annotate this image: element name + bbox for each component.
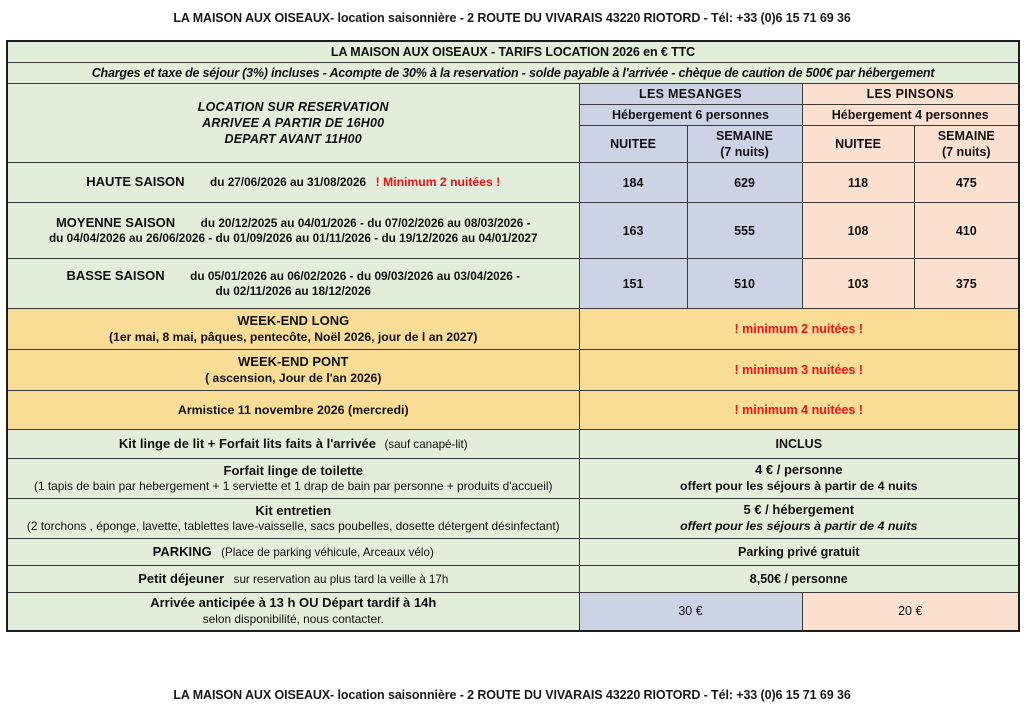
service-value-cell-kit-entretien bbox=[579, 499, 1019, 539]
service-cell-parking bbox=[7, 539, 579, 566]
page-header-contact: LA MAISON AUX OISEAUX- location saisonnière - 2 ROUTE DU VIVARAIS 43220 RIOTORD - Tél: +33 (0)6 15 71 69 36 bbox=[173, 11, 851, 25]
season-cell-haute bbox=[7, 163, 579, 203]
service-cell-petit-dejeuner bbox=[7, 566, 579, 593]
table-row bbox=[7, 309, 1019, 350]
weekend-cell-pont bbox=[7, 350, 579, 391]
service-note-parking: (Place de parking véhicule, Arceaux vélo) bbox=[221, 545, 434, 559]
service-title-linge-toilette: Forfait linge de toilette bbox=[223, 462, 363, 478]
supplement-detail: selon disponibilité, nous contacter. bbox=[202, 611, 384, 626]
col-header-mesanges-semaine bbox=[687, 126, 802, 163]
weekend-detail-armistice: Armistice 11 novembre 2026 (mercredi) bbox=[177, 402, 409, 417]
table-subtitle-row bbox=[7, 63, 1019, 84]
weekend-requirement-pont: ! minimum 3 nuitées ! bbox=[579, 350, 1019, 391]
service-value-linge-toilette: 4 € / personne bbox=[755, 462, 843, 478]
table-row bbox=[7, 499, 1019, 539]
price-basse-mesanges-nuitee: 151 bbox=[579, 259, 687, 309]
col-header-pinsons-nuitee: NUITEE bbox=[802, 126, 914, 163]
season-label-moyenne: MOYENNE SAISON bbox=[55, 214, 176, 230]
table-title: LA MAISON AUX OISEAUX - TARIFS LOCATION 2026 en € TTC bbox=[7, 41, 1019, 63]
weekend-detail-long: (1er mai, 8 mai, pâques, pentecôte, Noël 2026, jour de l an 2027) bbox=[109, 329, 478, 344]
table-row bbox=[7, 593, 1019, 631]
season-label-haute: HAUTE SAISON bbox=[86, 174, 185, 190]
lodging-capacity-mesanges: Hébergement 6 personnes bbox=[579, 105, 802, 126]
service-value-parking: Parking privé gratuit bbox=[579, 539, 1019, 566]
table-row bbox=[7, 566, 1019, 593]
lodging-name-mesanges: LES MESANGES bbox=[579, 84, 802, 105]
price-moyenne-pinsons-nuitee: 108 bbox=[802, 203, 914, 259]
reservation-info-cell bbox=[7, 84, 579, 163]
price-haute-mesanges-nuitee: 184 bbox=[579, 163, 687, 203]
col-header-pinsons-semaine-label: SEMAINE bbox=[937, 129, 995, 143]
lodging-name-pinsons: LES PINSONS bbox=[802, 84, 1019, 105]
weekend-cell-long bbox=[7, 309, 579, 350]
supplement-title: Arrivée anticipée à 13 h OU Départ tardif à 14h bbox=[150, 595, 437, 611]
service-value-cell-linge-toilette bbox=[579, 459, 1019, 499]
season-cell-basse bbox=[7, 259, 579, 309]
reservation-info-line2: ARRIVEE A PARTIR DE 16H00 bbox=[202, 116, 385, 130]
season-cell-moyenne bbox=[7, 203, 579, 259]
col-header-mesanges-semaine-label: SEMAINE bbox=[716, 129, 773, 143]
weekend-detail-pont: ( ascension, Jour de l'an 2026) bbox=[205, 370, 382, 385]
weekend-cell-armistice bbox=[7, 391, 579, 430]
weekend-requirement-long: ! minimum 2 nuitées ! bbox=[579, 309, 1019, 350]
service-value-sub-kit-entretien: offert pour les séjours à partir de 4 nuits bbox=[680, 518, 918, 533]
tariff-table bbox=[6, 40, 1020, 632]
season-dates-moyenne-2: du 04/04/2026 au 26/06/2026 - du 01/09/2026 au 01/11/2026 - du 19/12/2026 au 04/01/2027 bbox=[48, 231, 538, 246]
table-row bbox=[7, 259, 1019, 309]
table-row bbox=[7, 459, 1019, 499]
price-basse-pinsons-nuitee: 103 bbox=[802, 259, 914, 309]
supplement-cell-label bbox=[7, 593, 579, 631]
page-footer-contact: LA MAISON AUX OISEAUX- location saisonnière - 2 ROUTE DU VIVARAIS 43220 RIOTORD - Tél: +33 (0)6 15 71 69 36 bbox=[173, 688, 851, 702]
reservation-info-line3: DEPART AVANT 11H00 bbox=[224, 132, 362, 146]
price-basse-pinsons-semaine: 375 bbox=[914, 259, 1019, 309]
table-row bbox=[7, 539, 1019, 566]
weekend-requirement-armistice: ! minimum 4 nuitées ! bbox=[579, 391, 1019, 430]
service-note-kit-linge-lit: (sauf canapé-lit) bbox=[384, 437, 468, 451]
table-row bbox=[7, 430, 1019, 459]
service-detail-kit-entretien: (2 torchons , éponge, lavette, tablettes lave-vaisselle, sacs poubelles, dosette détergent désinfectant) bbox=[26, 519, 560, 534]
supplement-value-mesanges: 30 € bbox=[579, 593, 802, 631]
table-row bbox=[7, 163, 1019, 203]
price-haute-mesanges-semaine: 629 bbox=[687, 163, 802, 203]
season-dates-basse-1: du 05/01/2026 au 06/02/2026 - du 09/03/2026 au 03/04/2026 - bbox=[190, 268, 521, 283]
season-dates-haute: du 27/06/2026 au 31/08/2026 bbox=[210, 175, 367, 190]
lodging-capacity-pinsons: Hébergement 4 personnes bbox=[802, 105, 1019, 126]
service-value-sub-linge-toilette: offert pour les séjours à partir de 4 nuits bbox=[680, 478, 918, 493]
price-haute-pinsons-semaine: 475 bbox=[914, 163, 1019, 203]
price-moyenne-pinsons-semaine: 410 bbox=[914, 203, 1019, 259]
service-title-petit-dejeuner: Petit déjeuner bbox=[138, 570, 225, 586]
service-cell-kit-entretien bbox=[7, 499, 579, 539]
service-detail-linge-toilette: (1 tapis de bain par hebergement + 1 serviette et 1 drap de bain par personne + produits d'accueil) bbox=[33, 479, 553, 494]
service-title-kit-linge-lit: Kit linge de lit + Forfait lits faits à l'arrivée bbox=[118, 435, 376, 451]
weekend-title-long: WEEK-END LONG bbox=[237, 312, 350, 328]
service-value-kit-entretien: 5 € / hébergement bbox=[743, 502, 855, 518]
season-label-basse: BASSE SAISON bbox=[66, 267, 165, 283]
col-header-pinsons-semaine-sub: (7 nuits) bbox=[941, 145, 991, 159]
weekend-title-pont: WEEK-END PONT bbox=[238, 353, 349, 369]
service-value-kit-linge-lit: INCLUS bbox=[579, 430, 1019, 459]
service-value-petit-dejeuner: 8,50€ / personne bbox=[579, 566, 1019, 593]
service-cell-kit-linge-lit bbox=[7, 430, 579, 459]
lodging-name-row bbox=[7, 84, 1019, 105]
price-haute-pinsons-nuitee: 118 bbox=[802, 163, 914, 203]
service-note-petit-dejeuner: sur reservation au plus tard la veille à 17h bbox=[233, 572, 449, 586]
price-basse-mesanges-semaine: 510 bbox=[687, 259, 802, 309]
service-title-parking: PARKING bbox=[152, 543, 212, 559]
table-title-row bbox=[7, 41, 1019, 63]
col-header-mesanges-semaine-sub: (7 nuits) bbox=[720, 145, 769, 159]
col-header-mesanges-nuitee: NUITEE bbox=[579, 126, 687, 163]
service-cell-linge-toilette bbox=[7, 459, 579, 499]
price-moyenne-mesanges-semaine: 555 bbox=[687, 203, 802, 259]
reservation-info-line1: LOCATION SUR RESERVATION bbox=[197, 100, 389, 114]
service-title-kit-entretien: Kit entretien bbox=[255, 502, 332, 518]
table-row bbox=[7, 350, 1019, 391]
supplement-value-pinsons: 20 € bbox=[802, 593, 1019, 631]
table-subtitle: Charges et taxe de séjour (3%) incluses - Acompte de 30% à la reservation - solde payable à l'arrivée - chèque de caution de 500€ par hébergement bbox=[7, 63, 1019, 84]
col-header-pinsons-semaine bbox=[914, 126, 1019, 163]
season-dates-basse-2: du 02/11/2026 au 18/12/2026 bbox=[215, 284, 371, 299]
table-row bbox=[7, 391, 1019, 430]
table-row bbox=[7, 203, 1019, 259]
season-dates-moyenne-1: du 20/12/2025 au 04/01/2026 - du 07/02/2026 au 08/03/2026 - bbox=[200, 215, 531, 230]
price-moyenne-mesanges-nuitee: 163 bbox=[579, 203, 687, 259]
season-note-haute: ! Minimum 2 nuitées ! bbox=[375, 175, 501, 190]
